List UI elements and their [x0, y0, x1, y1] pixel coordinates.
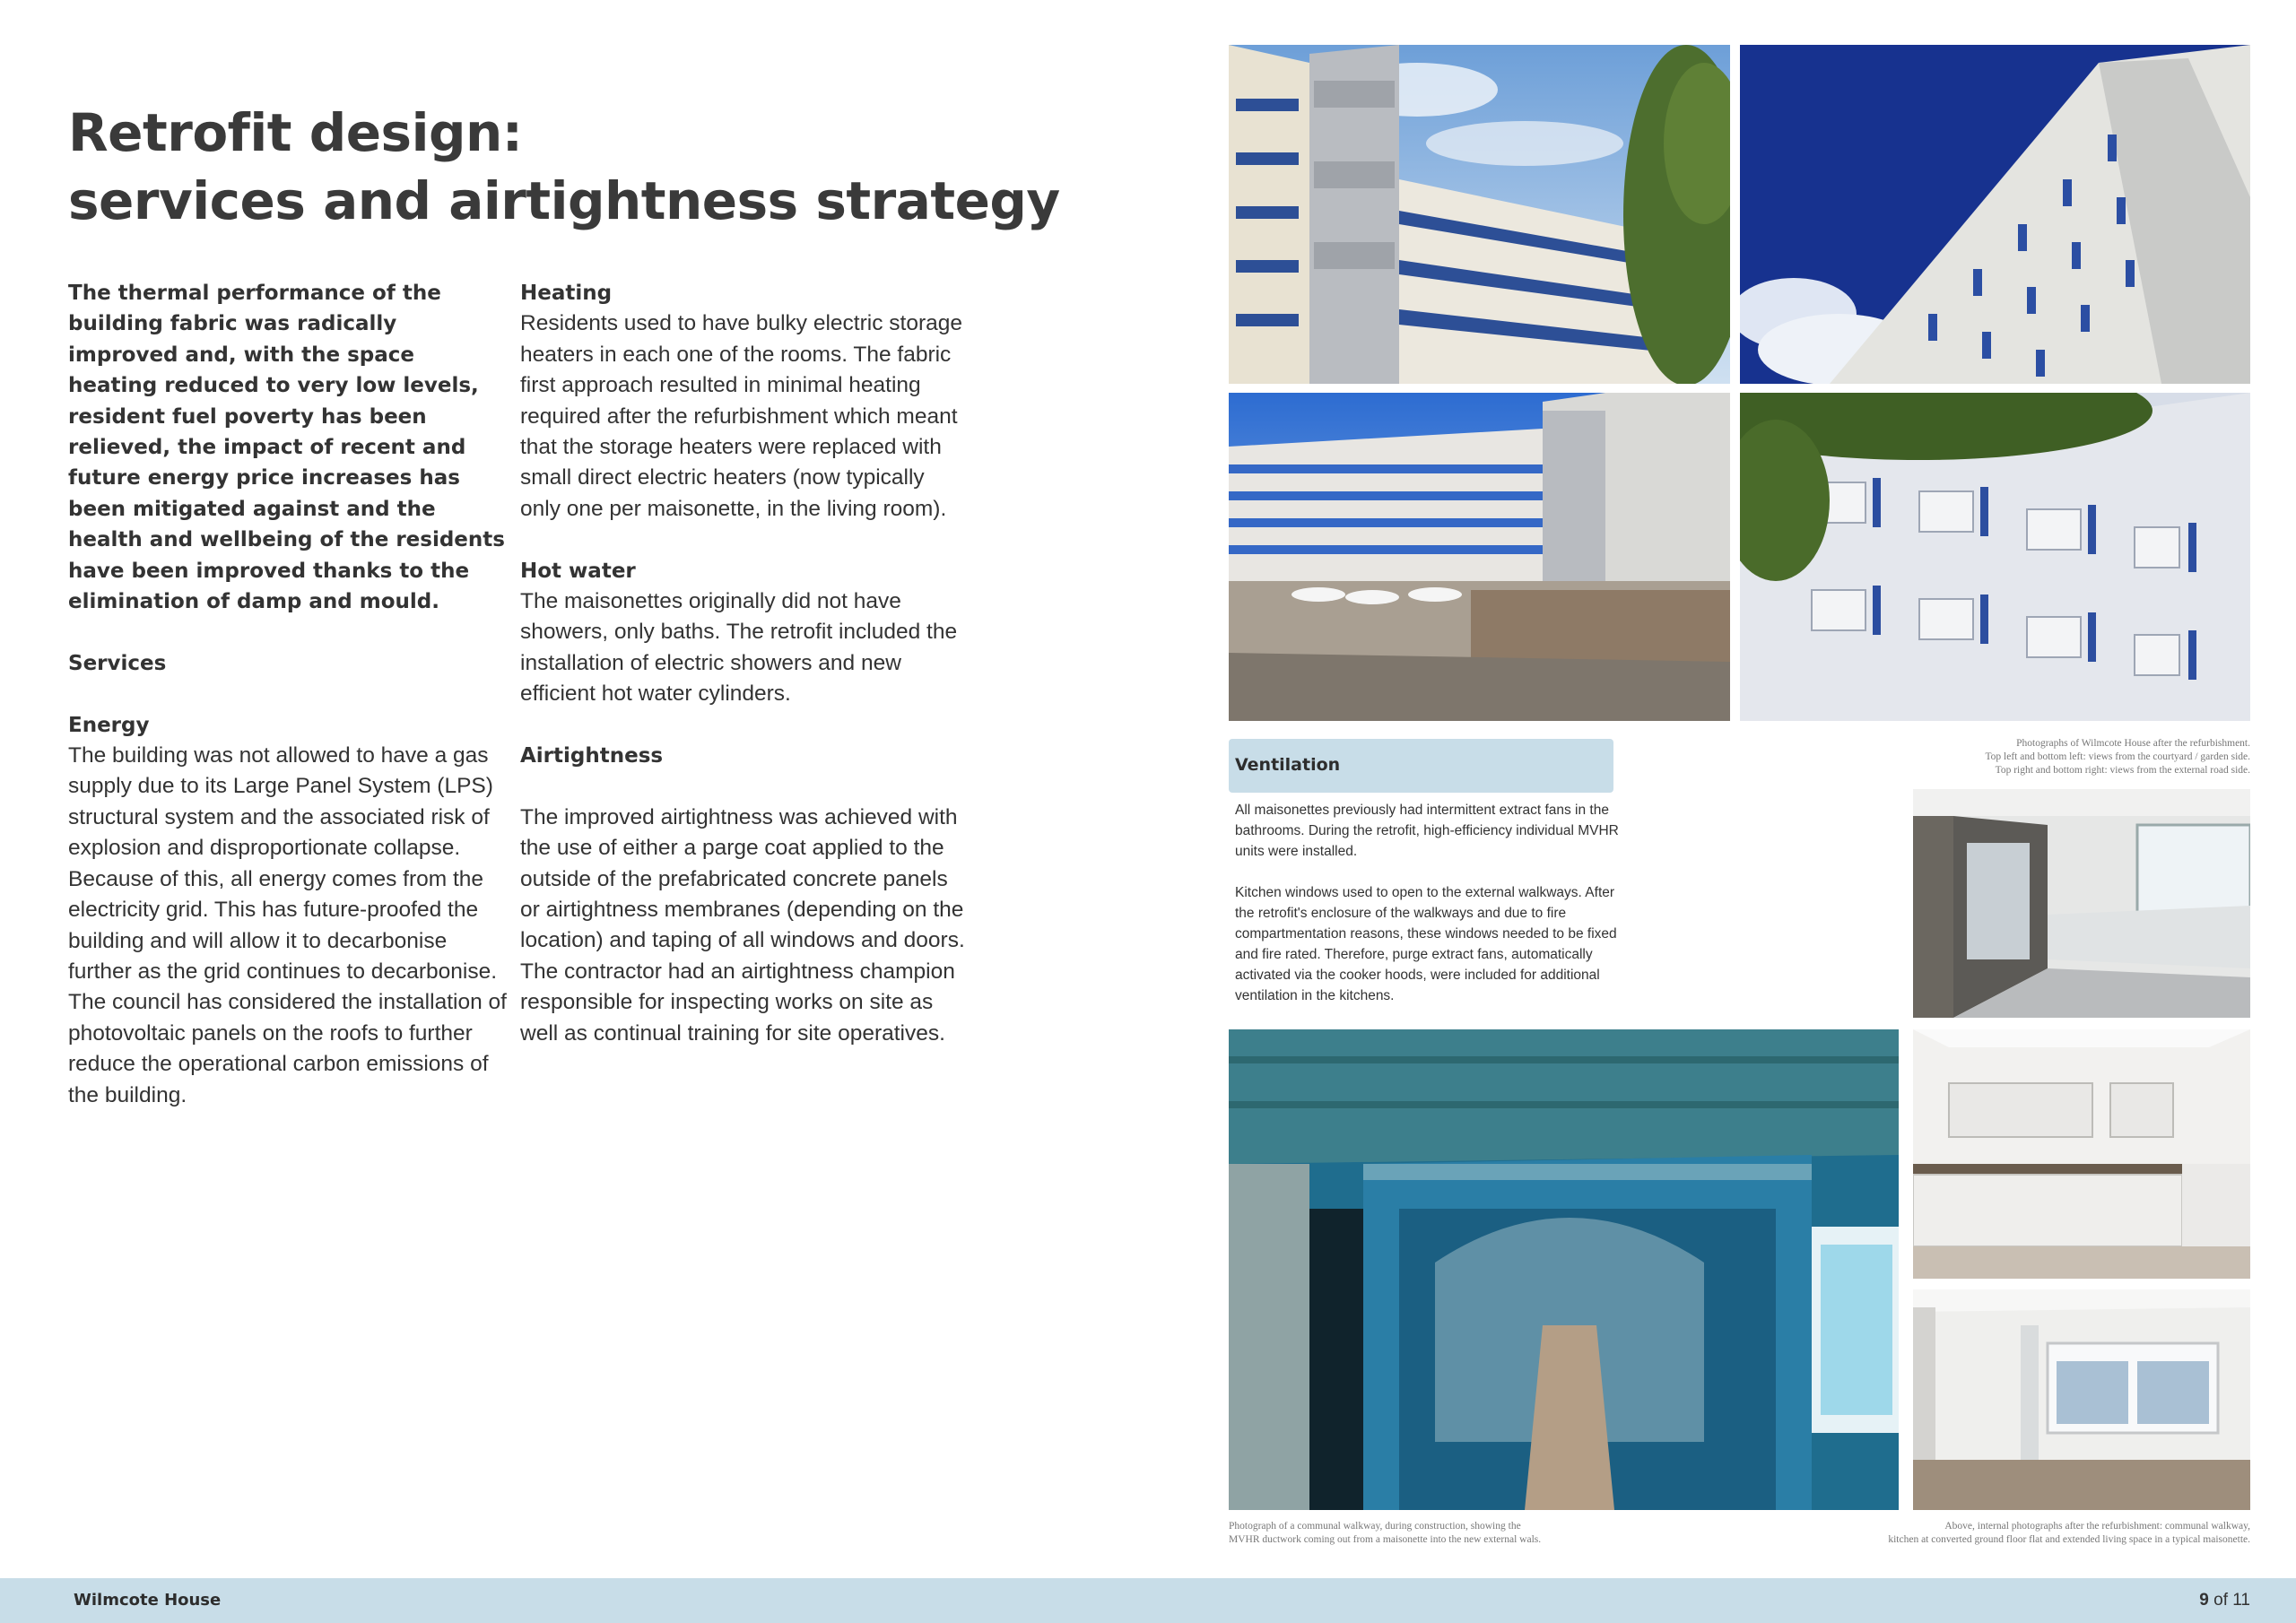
exterior-photos-caption: [1794, 737, 2250, 777]
interior-caption-line-1: Above, internal photographs after the refurbishment: communal walkway,: [1944, 1521, 2250, 1532]
interior-photo-living-space: [1913, 1289, 2250, 1510]
exterior-caption-line-3: Top right and bottom right: views from the external road side.: [1995, 765, 2250, 776]
exterior-caption-line-2: Top left and bottom left: views from the courtyard / garden side.: [1985, 751, 2250, 762]
text-column-right: [520, 278, 969, 1049]
walkway-caption-line-2: MVHR ductwork coming out from a maisonette into the new external wals.: [1229, 1534, 1542, 1545]
title-line-2: services and airtightness strategy: [68, 170, 1060, 231]
interior-photo-walkway: [1913, 789, 2250, 1018]
energy-heading: Energy: [68, 713, 150, 737]
ventilation-paragraph-1: All maisonettes previously had intermittent extract fans in the bathrooms. During the retrofit, high-efficiency individual MVHR units were installed.: [1235, 803, 1619, 859]
ventilation-paragraph-2: Kitchen windows used to open to the external walkways. After the retrofit's enclosure of the walkways and due to fire compartmentation reasons, these windows needed to be fixed and fire rated. Therefore, purge extract fans, automatically activated via the cooker hoods, were included for additional ventilation in the kitchens.: [1235, 885, 1617, 1003]
page-number-total: of 11: [2213, 1591, 2250, 1610]
footer-bar: [0, 1578, 2296, 1623]
ventilation-text: [1235, 800, 1621, 1006]
airtightness-paragraph: The improved airtightness was achieved with the use of either a parge coat applied to the outside of the prefabricated concrete panels or airtightness membranes (depending on the location) and taping of all windows and doors. The contractor had an airtightness champion responsible for inspecting works on site as well as continual training for site operatives.: [520, 804, 965, 1046]
hotwater-paragraph: The maisonettes originally did not have showers, only baths. The retrofit included the installation of electric showers and new efficient hot water cylinders.: [520, 589, 958, 707]
ventilation-heading-box: [1229, 739, 1613, 793]
services-heading: Services: [68, 651, 167, 675]
heating-heading: Heating: [520, 282, 613, 305]
interior-caption-line-2: kitchen at converted ground floor flat and extended living space in a typical maisonette.: [1888, 1534, 2250, 1545]
exterior-photo-courtyard-2: [1229, 393, 1730, 721]
interior-photo-kitchen: [1913, 1029, 2250, 1279]
airtightness-heading: Airtightness: [520, 744, 664, 768]
footer-document-title: Wilmcote House: [74, 1591, 222, 1610]
page-number: [2199, 1591, 2250, 1610]
page-number-current: 9: [2199, 1591, 2209, 1610]
interior-photos-caption: [1776, 1520, 2250, 1547]
construction-walkway-photo: [1229, 1029, 1899, 1510]
title-line-1: Retrofit design:: [68, 102, 523, 163]
intro-paragraph: The thermal performance of the building fabric was radically improved and, with the space heating reduced to very low levels, resident fuel poverty has been relieved, the impact of recent and future energy price increases has been mitigated against and the health and wellbeing of the residents have been improved thanks to the elimination of damp and mould.: [68, 282, 505, 614]
page-title: [68, 99, 1060, 235]
exterior-caption-line-1: Photographs of Wilmcote House after the refurbishment.: [2016, 738, 2250, 749]
exterior-photo-courtyard-1: [1229, 45, 1730, 384]
hotwater-heading: Hot water: [520, 559, 636, 583]
ventilation-heading: Ventilation: [1235, 755, 1341, 775]
exterior-photo-road-1: [1740, 45, 2250, 384]
text-column-left: [68, 278, 508, 1111]
walkway-caption-line-1: Photograph of a communal walkway, during construction, showing the: [1229, 1521, 1521, 1532]
exterior-photo-road-2: [1740, 393, 2250, 721]
energy-paragraph: The building was not allowed to have a gas supply due to its Large Panel System (LPS) structural system and the associated risk of explosion and disproportionate collapse. Because of this, all energy comes from the electricity grid. This has future-proofed the building and will allow it to decarbonise further as the grid continues to decarbonise. The council has considered the installation of photovoltaic panels on the roofs to further reduce the operational carbon emissions of the building.: [68, 743, 507, 1107]
walkway-photo-caption: [1229, 1520, 1731, 1547]
heating-paragraph: Residents used to have bulky electric storage heaters in each one of the rooms. The fabric first approach resulted in minimal heating required after the refurbishment which meant that the storage heaters were replaced with small direct electric heaters (now typically only one per maisonette, in the living room).: [520, 311, 962, 521]
